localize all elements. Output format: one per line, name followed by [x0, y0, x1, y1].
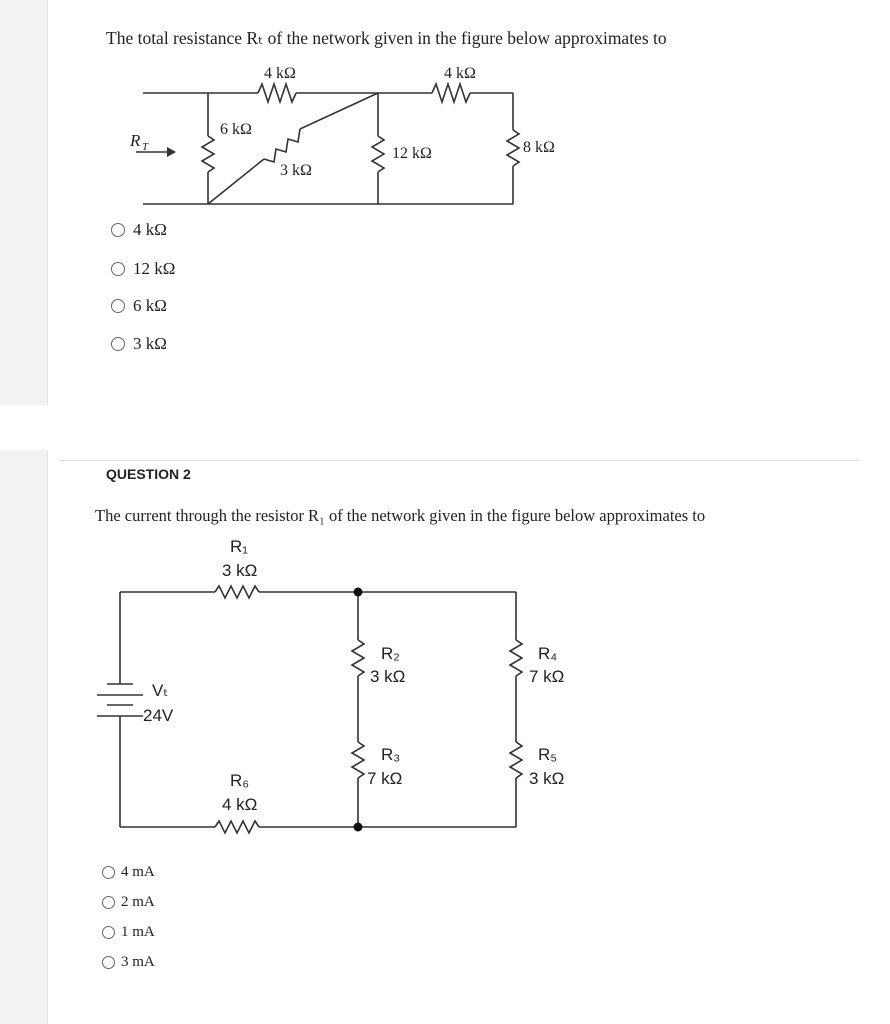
- question-1-circuit-diagram: [0, 0, 890, 220]
- bottom-junction-node: [354, 823, 363, 832]
- r6-name: R₆: [230, 771, 250, 790]
- source-value: 24V: [143, 706, 174, 725]
- q1-option-4[interactable]: [111, 334, 167, 354]
- r2-value: 3 kΩ: [370, 667, 406, 686]
- radio-button[interactable]: [102, 926, 115, 939]
- r3-name: R₃: [381, 745, 401, 764]
- question-divider: [60, 460, 858, 461]
- r6-value: 4 kΩ: [222, 795, 258, 814]
- rt-subscript: T: [142, 141, 149, 153]
- radio-button[interactable]: [111, 299, 125, 313]
- option-label: 12 kΩ: [133, 259, 176, 278]
- top-left-resistor-label: 4 kΩ: [264, 65, 296, 82]
- top-right-resistor-label: 4 kΩ: [444, 65, 476, 82]
- question-2-prompt: The current through the resistor R₁ of the network given in the figure below approximates to: [95, 506, 706, 525]
- radio-button[interactable]: [111, 262, 125, 276]
- radio-button[interactable]: [102, 896, 115, 909]
- radio-button[interactable]: [111, 337, 125, 351]
- option-label: 2 mA: [121, 894, 155, 910]
- r3-value: 7 kΩ: [367, 769, 403, 788]
- radio-button[interactable]: [102, 956, 115, 969]
- r4-name: R₄: [538, 644, 558, 663]
- r4-value: 7 kΩ: [529, 667, 565, 686]
- rt-label: R: [130, 131, 141, 150]
- r1-value: 3 kΩ: [222, 561, 258, 580]
- q2-option-1[interactable]: [102, 864, 155, 881]
- q2-option-3[interactable]: [102, 924, 155, 941]
- option-label: 6 kΩ: [133, 296, 167, 315]
- left-vertical-resistor-label: 6 kΩ: [220, 121, 252, 138]
- right-vertical-resistor-label: 8 kΩ: [523, 139, 555, 156]
- radio-button[interactable]: [102, 866, 115, 879]
- r5-name: R₅: [538, 745, 558, 764]
- question-1-prompt: The total resistance Rₜ of the network given in the figure below approximates to: [106, 28, 667, 48]
- r5-value: 3 kΩ: [529, 769, 565, 788]
- q1-option-2[interactable]: [111, 259, 175, 279]
- question-2-title: QUESTION 2: [106, 466, 191, 482]
- option-label: 1 mA: [121, 924, 155, 940]
- middle-vertical-resistor-label: 12 kΩ: [392, 145, 432, 162]
- top-junction-node: [354, 588, 363, 597]
- question-2-circuit-diagram: [0, 530, 890, 860]
- option-label: 4 kΩ: [133, 220, 167, 239]
- source-name: Vₜ: [152, 681, 169, 700]
- diagonal-resistor-label: 3 kΩ: [280, 162, 312, 179]
- q2-option-4[interactable]: [102, 954, 155, 971]
- q1-option-3[interactable]: [111, 296, 167, 316]
- q2-option-2[interactable]: [102, 894, 155, 911]
- r1-name: R₁: [230, 537, 249, 556]
- radio-button[interactable]: [111, 223, 125, 237]
- option-label: 3 mA: [121, 954, 155, 970]
- q1-option-1[interactable]: [111, 220, 167, 240]
- option-label: 3 kΩ: [133, 334, 167, 353]
- option-label: 4 mA: [121, 864, 155, 880]
- r2-name: R₂: [381, 644, 400, 663]
